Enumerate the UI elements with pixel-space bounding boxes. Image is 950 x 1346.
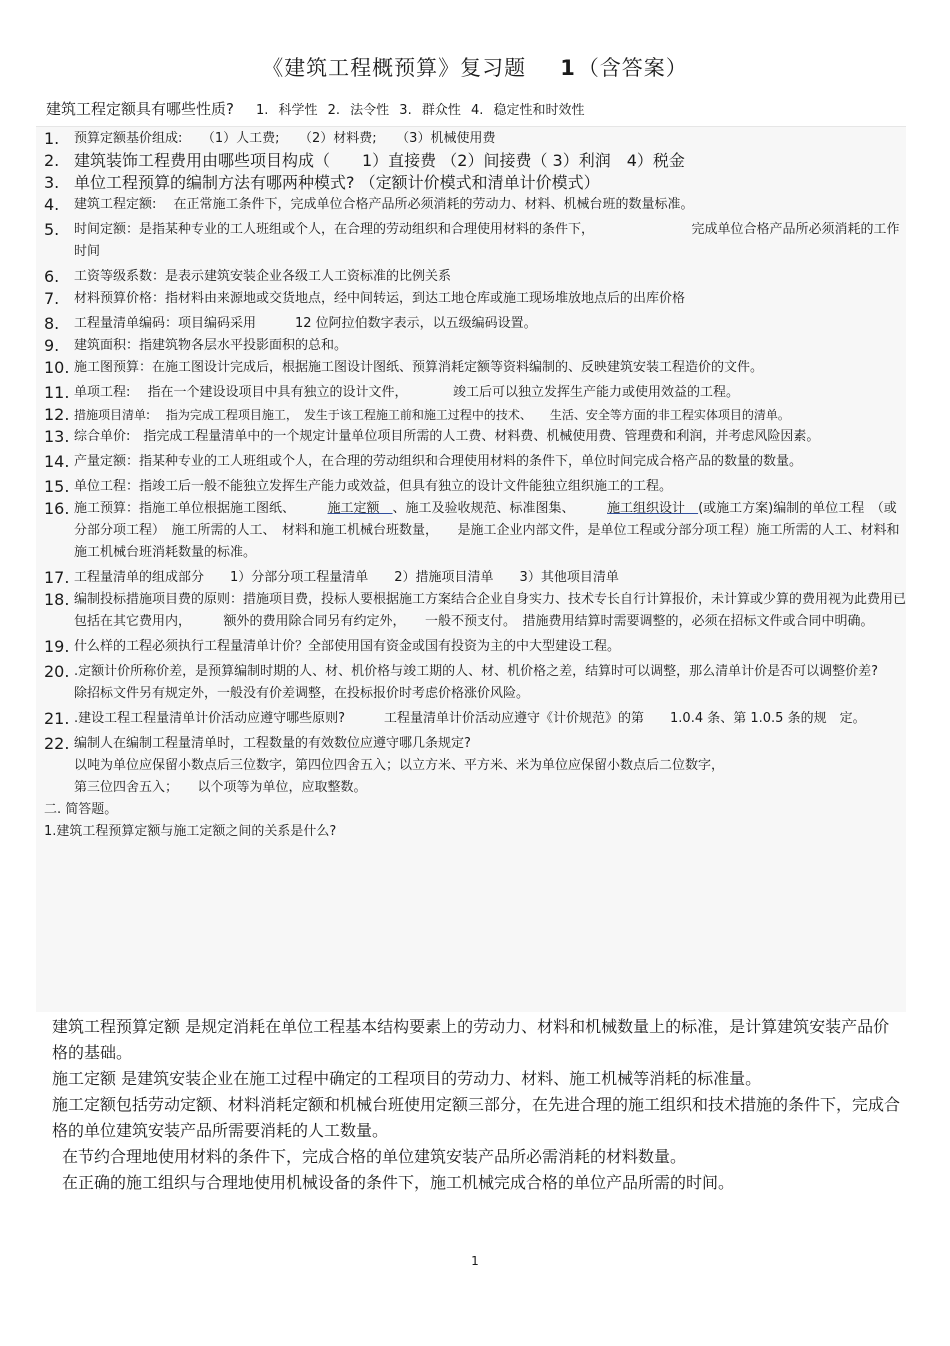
item-number: 12. bbox=[44, 405, 70, 424]
underlined-term: 施工组织设计 bbox=[607, 501, 699, 516]
item-text: 时间定额：是指某种专业的工人班组或个人，在合理的劳动组织和合理使用材料的条件下， 完成单位合格产品所必须消耗的工作时间 bbox=[74, 222, 900, 259]
list-item bbox=[44, 357, 906, 379]
item-number: 13. bbox=[44, 427, 70, 446]
item-number: 6. bbox=[44, 267, 60, 286]
item-text: 单位工程预算的编制方法有哪两种模式? （定额计价模式和清单计价模式） bbox=[74, 173, 600, 192]
item-number: 14. bbox=[44, 452, 70, 471]
item-number: 20. bbox=[44, 662, 70, 681]
item-text: .定额计价所称价差，是预算编制时期的人、材、机价格与竣工期的人、材、机价格之差，结算时可以调整，那么清单计价是否可以调整价差? 除招标文件另有规定外，一般没有价差调整，在投标报价时考虑价格涨价风险。 bbox=[74, 664, 931, 701]
list-item bbox=[44, 194, 906, 216]
title-number: 1 bbox=[560, 56, 576, 80]
answer-paragraph: 建筑工程预算定额 是规定消耗在单位工程基本结构要素上的劳动力、材料和机械数量上的标准，是计算建筑安装产品价格的基础。 bbox=[52, 1017, 890, 1062]
list-item bbox=[44, 498, 906, 564]
item-sub-line: 以吨为单位应保留小数点后三位数字，第四位四舍五入；以立方米、平方米、米为单位应保留小数点后二位数字， bbox=[74, 758, 725, 773]
section-heading: 二. 简答题。 bbox=[44, 802, 118, 817]
list-item bbox=[44, 708, 906, 730]
answer-paragraph: 施工定额 是建筑安装企业在施工过程中确定的工程项目的劳动力、材料、施工机械等消耗的标准量。 bbox=[52, 1069, 762, 1088]
item-text: 工程量清单的组成部分 1）分部分项工程量清单 2）措施项目清单 3）其他项目清单 bbox=[74, 570, 619, 585]
item-text: 措施项目清单: 指为完成工程项目施工， 发生于该工程施工前和施工过程中的技术、 生活、安全等方面的非工程实体项目的清单。 bbox=[74, 408, 790, 422]
item-number: 17. bbox=[44, 568, 70, 587]
definition-list bbox=[44, 128, 931, 843]
list-item bbox=[44, 451, 906, 473]
item-text: 编制投标措施项目费的原则：措施项目费，投标人要根据施工方案结合企业自身实力、技术专长自行计算报价，未计算或少算的费用视为此费用已包括在其它费用内， 额外的费用除合同另有约定外， 一般不预支付。 措施费用结算时需要调整的，必须在招标文件或合同中明确。 bbox=[74, 592, 907, 629]
item-number: 11. bbox=[44, 383, 70, 402]
item-sub-line: 第三位四舍五入； 以个项等为单位，应取整数。 bbox=[74, 780, 367, 795]
intro-answer-text: 1. 科学性 2. 法令性 3. 群众性 4. 稳定性和时效性 bbox=[255, 103, 585, 118]
list-item bbox=[44, 733, 906, 755]
answer-paragraph: 施工定额包括劳动定额、材料消耗定额和机械台班使用定额三部分，在先进合理的施工组织和技术措施的条件下，完成合格的单位建筑安装产品所需要消耗的人工数量。 bbox=[52, 1095, 901, 1140]
intro-question-text: 建筑工程定额具有哪些性质? bbox=[46, 100, 234, 118]
item-text: 工程量清单编码：项目编码采用 12 位阿拉伯数字表示，以五级编码设置。 bbox=[74, 316, 537, 331]
list-item bbox=[44, 589, 906, 633]
item-text: 建筑工程定额: 在正常施工条件下，完成单位合格产品所必须消耗的劳动力、材料、机械台班的数量标准。 bbox=[74, 197, 694, 212]
item-text bbox=[74, 498, 906, 564]
item-text: 预算定额基价组成: （1）人工费; （2）材料费; （3）机械使用费 bbox=[74, 131, 496, 146]
item-text: .建设工程工程量清单计价活动应遵守哪些原则? 工程量清单计价活动应遵守《计价规范》的第 1.0.4 条、第 1.0.5 条的规 定。 bbox=[74, 711, 866, 726]
answer-paragraph: 在正确的施工组织与合理地使用机械设备的条件下，施工机械完成合格的单位产品所需的时间。 bbox=[62, 1173, 735, 1192]
item-number: 10. bbox=[44, 358, 70, 377]
list-item bbox=[44, 476, 906, 498]
list-item bbox=[44, 661, 931, 705]
question-heading: 1.建筑工程预算定额与施工定额之间的关系是什么? bbox=[44, 824, 337, 839]
item-number: 19. bbox=[44, 637, 70, 656]
item-number: 8. bbox=[44, 314, 60, 333]
list-item bbox=[44, 404, 906, 426]
list-item bbox=[44, 636, 906, 658]
item-number: 1. bbox=[44, 129, 60, 148]
title-suffix: （含答案） bbox=[577, 56, 688, 80]
list-item bbox=[44, 128, 906, 150]
item-text-part: (或施工方案)编制的单位工程 （或分部分项工程） 施工所需的人工、 材料和施工机械台班数量， 是施工企业内部文件，是单位工程或分部分项工程）施工所需的人工、材料和施工机械台班消耗数量的标准。 bbox=[74, 501, 900, 560]
item-number: 7. bbox=[44, 289, 60, 308]
list-item bbox=[44, 266, 906, 288]
underlined-term: 施工定额 bbox=[327, 501, 393, 516]
item-number: 16. bbox=[44, 499, 70, 518]
item-number: 9. bbox=[44, 336, 60, 355]
page-number: 1 bbox=[471, 1254, 479, 1268]
list-item bbox=[44, 382, 906, 404]
list-item bbox=[44, 150, 906, 172]
item-number: 21. bbox=[44, 709, 70, 728]
list-item bbox=[44, 288, 906, 310]
answer-paragraph: 在节约合理地使用材料的条件下，完成合格的单位建筑安装产品所必需消耗的材料数量。 bbox=[62, 1147, 687, 1166]
title-main: 《建筑工程概预算》复习题 bbox=[262, 56, 527, 80]
item-text: 单位工程：指竣工后一般不能独立发挥生产能力或效益，但具有独立的设计文件能独立组织施工的工程。 bbox=[74, 479, 673, 494]
item-number: 15. bbox=[44, 477, 70, 496]
list-item bbox=[44, 567, 906, 589]
item-number: 22. bbox=[44, 734, 70, 753]
item-text: 建筑装饰工程费用由哪些项目构成（ 1）直接费 （2）间接费（ 3）利润 4）税金 bbox=[74, 151, 685, 170]
item-text: 综合单价: 指完成工程量清单中的一个规定计量单位项目所需的人工费、材料费、机械使用费、管理费和利润，并考虑风险因素。 bbox=[74, 429, 820, 444]
item-number: 3. bbox=[44, 173, 60, 192]
item-number: 18. bbox=[44, 590, 70, 609]
item-text-part: 、施工及验收规范、标准图集、 bbox=[392, 501, 608, 516]
page-title bbox=[0, 52, 950, 82]
intro-question bbox=[46, 98, 585, 119]
answer-block bbox=[52, 1014, 902, 1196]
item-text: 编制人在编制工程量清单时，工程数量的有效数位应遵守哪几条规定? bbox=[74, 736, 471, 751]
item-number: 5. bbox=[44, 220, 60, 239]
list-item bbox=[44, 172, 906, 194]
item-text: 材料预算价格：指材料由来源地或交货地点，经中间转运，到达工地仓库或施工现场堆放地点后的出库价格 bbox=[74, 291, 686, 306]
item-text: 施工图预算：在施工图设计完成后，根据施工图设计图纸、预算消耗定额等资料编制的、反映建筑安装工程造价的文件。 bbox=[74, 360, 764, 375]
item-text-part: 施工预算：指施工单位根据施工图纸、 bbox=[74, 501, 328, 516]
list-item bbox=[44, 219, 906, 263]
list-item bbox=[44, 313, 906, 335]
item-text: 单项工程: 指在一个建设设项目中具有独立的设计文件， 竣工后可以独立发挥生产能力或使用效益的工程。 bbox=[74, 385, 740, 400]
item-text: 产量定额：指某种专业的工人班组或个人，在合理的劳动组织和合理使用材料的条件下，单位时间完成合格产品的数量的数量。 bbox=[74, 454, 803, 469]
list-item bbox=[44, 426, 906, 448]
list-item bbox=[44, 335, 906, 357]
item-number: 2. bbox=[44, 151, 60, 170]
item-text: 工资等级系数：是表示建筑安装企业各级工人工资标准的比例关系 bbox=[74, 269, 452, 284]
item-text: 什么样的工程必须执行工程量清单计价？全部使用国有资金或国有投资为主的中大型建设工程。 bbox=[74, 639, 621, 654]
item-text: 建筑面积：指建筑物各层水平投影面积的总和。 bbox=[74, 338, 348, 353]
item-number: 4. bbox=[44, 195, 60, 214]
